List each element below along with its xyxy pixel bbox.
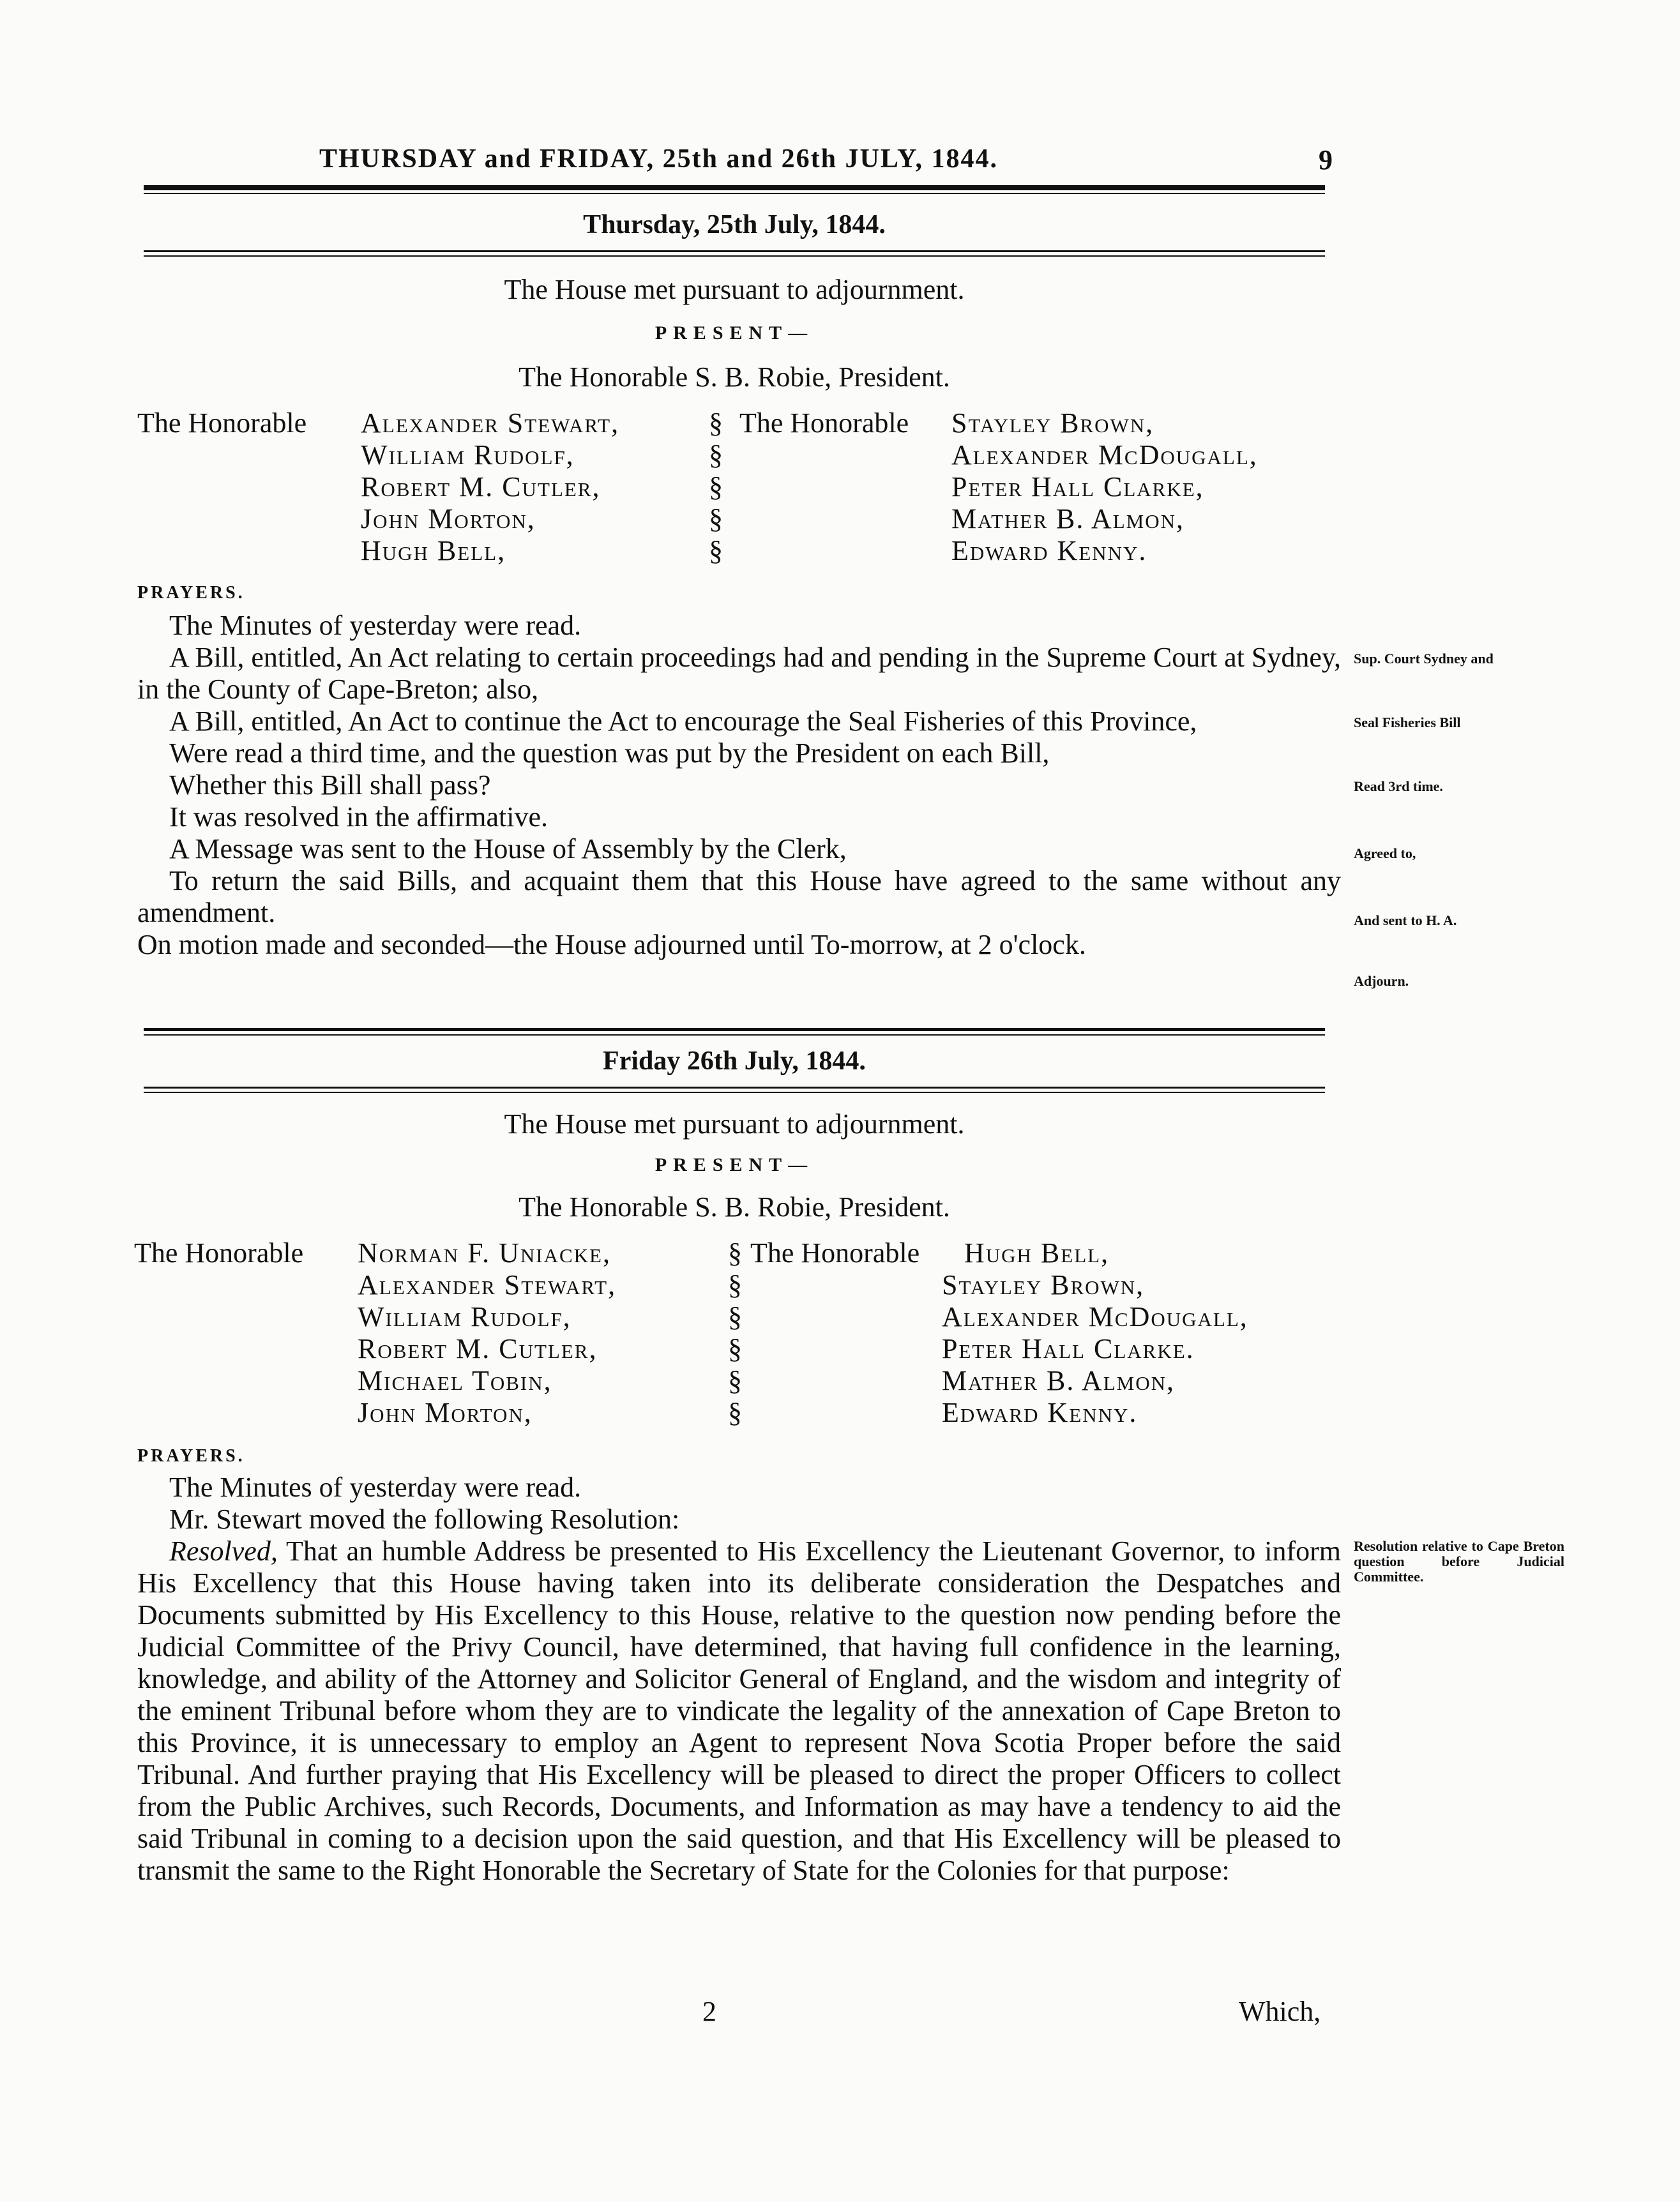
paragraph: It was resolved in the affirmative. — [169, 801, 548, 833]
page-number: 9 — [1319, 144, 1333, 176]
friday-prayers: PRAYERS. — [137, 1446, 245, 1466]
margin-note: Resolution relative to Cape Breton question before Judicial Committee. — [1354, 1538, 1564, 1585]
member-name: Robert M. Cutler, — [358, 1333, 598, 1364]
member-name: Hugh Bell, — [361, 535, 506, 566]
member-name: Stayley Brown, — [942, 1269, 1145, 1301]
resolution-paragraph — [137, 1535, 1341, 1887]
paragraph: A Bill, entitled, An Act relating to certain proceedings had and pending in the Supreme Court at Sydney, in the County of Cape-Breton; also, — [137, 642, 1341, 705]
paragraph: Whether this Bill shall pass? — [169, 769, 491, 801]
paragraph: A Message was sent to the House of Assembly by the Clerk, — [169, 833, 847, 864]
member-name: Alexander Stewart, — [361, 407, 620, 439]
paragraph: The Minutes of yesterday were read. — [169, 610, 582, 641]
thursday-president: The Honorable S. B. Robie, President. — [518, 361, 950, 393]
thursday-right-members — [951, 407, 1258, 567]
friday-proceedings — [137, 1472, 1341, 1887]
margin-note: Adjourn. — [1354, 973, 1409, 989]
friday-present: PRESENT— — [655, 1154, 814, 1175]
paragraph: A Bill, entitled, An Act to continue the Act to encourage the Seal Fisheries of this Province, — [169, 705, 1197, 737]
section-mark-column: § § § § § § — [728, 1237, 742, 1428]
member-name: Stayley Brown, — [951, 407, 1154, 439]
thursday-right-prefix: The Honorable — [739, 407, 909, 439]
thursday-prayers: PRAYERS. — [137, 583, 245, 603]
friday-left-prefix: The Honorable — [134, 1237, 304, 1269]
paragraph: The Minutes of yesterday were read. — [169, 1472, 582, 1503]
thursday-rule-2 — [144, 255, 1325, 257]
friday-rule — [144, 1087, 1325, 1089]
margin-note: Sup. Court Sydney and — [1354, 651, 1494, 667]
paragraph: On motion made and seconded—the House adjourned until To-morrow, at 2 o'clock. — [137, 929, 1086, 960]
member-name: Edward Kenny. — [951, 535, 1147, 566]
member-name: Michael Tobin, — [358, 1365, 552, 1396]
friday-right-members — [942, 1237, 1248, 1429]
thursday-proceedings — [137, 610, 1341, 961]
member-name: Alexander McDougall, — [942, 1301, 1248, 1332]
member-name: Alexander McDougall, — [951, 439, 1258, 471]
member-name: William Rudolf, — [361, 439, 575, 471]
thursday-present: PRESENT— — [655, 322, 814, 343]
paragraph: Mr. Stewart moved the following Resolution: — [169, 1504, 680, 1535]
running-title: THURSDAY and FRIDAY, 25th and 26th JULY, 1844. — [319, 144, 998, 174]
member-name: John Morton, — [361, 503, 536, 534]
member-name: Hugh Bell, — [964, 1237, 1110, 1269]
margin-note: Seal Fisheries Bill — [1354, 714, 1461, 730]
member-name: William Rudolf, — [358, 1301, 571, 1332]
friday-rule-top — [144, 1028, 1325, 1031]
member-name: Robert M. Cutler, — [361, 471, 601, 502]
margin-note: Agreed to, — [1354, 845, 1416, 861]
member-name: Mather B. Almon, — [951, 503, 1184, 534]
thursday-date: Thursday, 25th July, 1844. — [583, 210, 886, 239]
friday-rule-top-2 — [144, 1034, 1325, 1036]
paragraph: Were read a third time, and the question was put by the President on each Bill, — [169, 737, 1050, 769]
member-name: Mather B. Almon, — [942, 1365, 1175, 1396]
margin-note: And sent to H. A. — [1354, 912, 1457, 928]
thursday-rule — [144, 250, 1325, 252]
header-rule-thin — [144, 193, 1325, 194]
member-name: Alexander Stewart, — [358, 1269, 617, 1301]
header-rule — [144, 185, 1325, 190]
friday-right-prefix: The Honorable — [750, 1237, 920, 1269]
resolution-text: That an humble Address be presented to His Excellency the Lieutenant Governor, to inform His Excellency that this House having taken into its deliberate consideration the Despatches and Documents submitted by His Excellency to this House, relative to the question now pending before the Judicial Committee of the Privy Council, have determined, that having full confidence in the learning, knowledge, and ability of the Attorney and Solicitor General of England, and the wisdom and integrity of the eminent Tribunal before whom they are to vindicate the legality of the annexation of Cape Breton to this Province, it is unnecessary to employ an Agent to represent Nova Scotia Proper before the said Tribunal. And further praying that His Excellency will be pleased to direct the proper Officers to collect from the Public Archives, such Records, Documents, and Information as may have a tendency to aid the said Tribunal in coming to a decision upon the said question, and that His Excellency will be pleased to transmit the same to the Right Honorable the Secretary of State for the Colonies for that purpose: — [137, 1535, 1341, 1886]
thursday-left-prefix: The Honorable — [137, 407, 307, 439]
friday-met: The House met pursuant to adjournment. — [504, 1108, 965, 1140]
friday-left-members — [358, 1237, 616, 1429]
member-name: Peter Hall Clarke. — [942, 1333, 1195, 1364]
paragraph: To return the said Bills, and acquaint them that this House have agreed to the same without any amendment. — [137, 865, 1341, 928]
margin-note: Read 3rd time. — [1354, 778, 1443, 794]
member-name: Norman F. Uniacke, — [358, 1237, 611, 1269]
member-name: Peter Hall Clarke, — [951, 471, 1204, 502]
thursday-left-members — [361, 407, 619, 567]
thursday-met: The House met pursuant to adjournment. — [504, 274, 965, 305]
member-name: Edward Kenny. — [942, 1397, 1138, 1428]
friday-rule-2 — [144, 1092, 1325, 1093]
friday-date: Friday 26th July, 1844. — [603, 1046, 866, 1076]
signature-mark: 2 — [702, 1996, 716, 2027]
catchword: Which, — [1239, 1996, 1321, 2027]
section-mark-column: § § § § § — [709, 407, 723, 566]
friday-president: The Honorable S. B. Robie, President. — [518, 1191, 950, 1223]
resolved-label: Resolved, — [169, 1535, 278, 1567]
member-name: John Morton, — [358, 1397, 533, 1428]
